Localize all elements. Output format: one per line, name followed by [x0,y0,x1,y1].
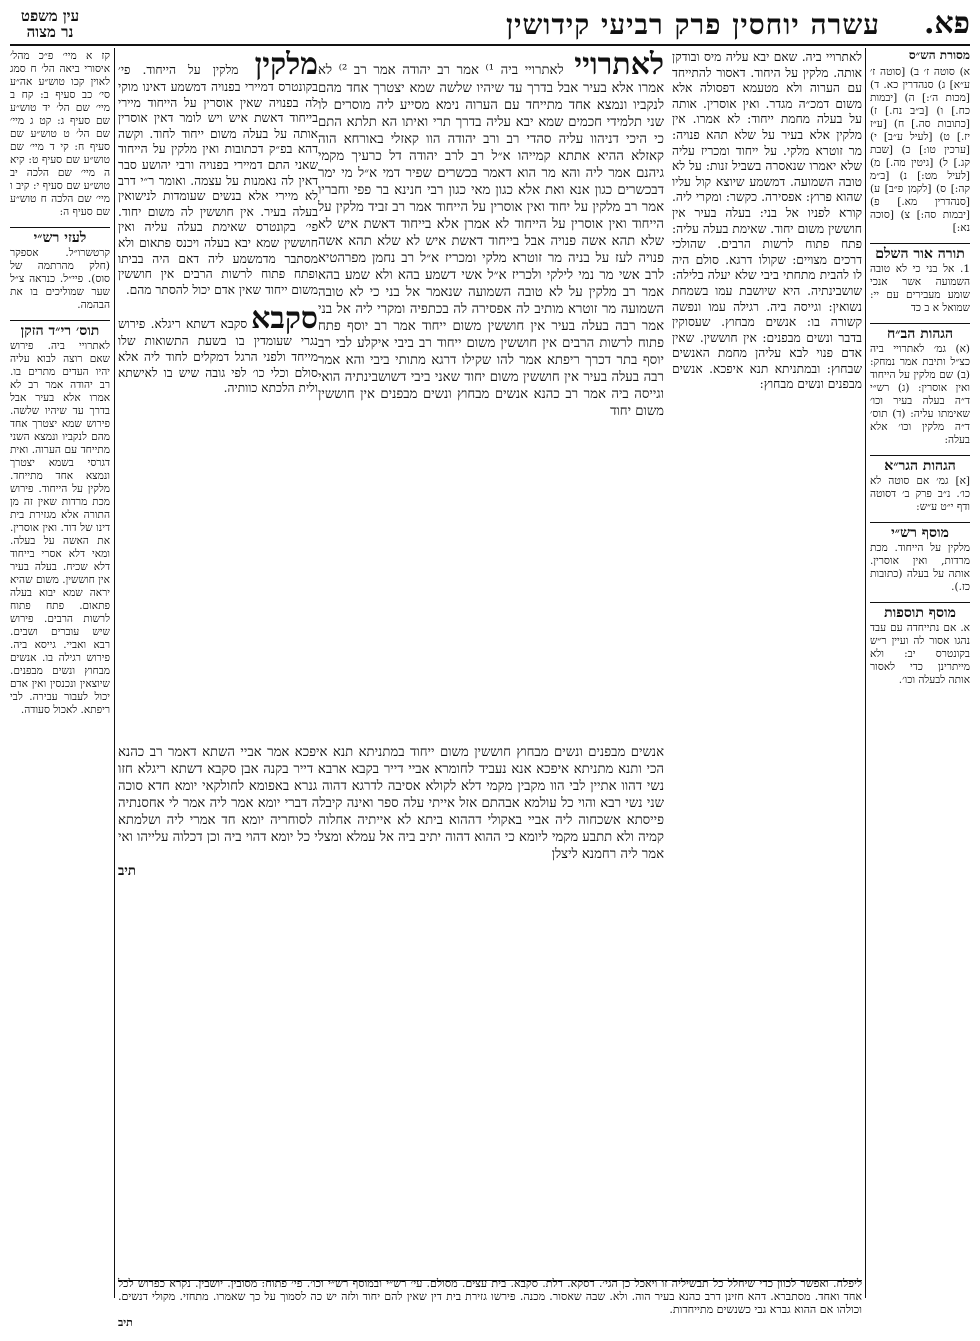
footer-notes [118,1277,862,1335]
divider-right [865,48,866,1298]
gemara-wide-block [118,744,664,1214]
footer-catchword: תיב [118,1316,133,1329]
running-title: עשרה יוחסין פרק רביעי קידושין [505,8,880,41]
ein-mishpat-header: עין משפט נר מצוה [20,7,80,41]
tosafot-text: מלקין על הייחוד. פי׳ בקונטרס דמיירי בפנויה דמשמע דאינו מוקי לה בפנויה שאין אוסרין על הייחוד מיירי בייחוד דאשת איש ויש לומר דאין אוסרין אותה על בעלה משום ייחוד לחוד. וקשה דהא בפ״ק דכתובות ואין מלקין על הייחוד שאני התם דמיירי בפנויה ורבי יהושע סבר דאין לה נאמנות על עצמה. ואומר ר״י דרב לא מיירי אלא בנשים שעומדות לנישואין בעלה בעיר. אין חוששין לה משום יחוד. פי׳ בקונטרס שאימת בעלה עליה ואין חוששין שמא יבא בעלה ויכנס פתאום ולא מסתבר מדמשמע ליה דאם היה בביתו ופתח פתוח לרשות הרבים אין חוששין משום ייחוד שאין אדם יכול להסתר מהם. [118,63,318,297]
rashi-column [672,50,862,1210]
torah-or-title: תורה אור השלם [870,243,970,261]
gemara-opening-word: לאתרויי [574,50,664,82]
ein-mishpat-text: קז א מיי׳ פ״כ מהל׳ איסורי ביאה הל׳ ח סמג לאוין קכו טוש״ע אה״ע סי׳ כב סעיף ב: קח ב מיי׳ שם הל׳ יד טוש״ע שם סעיף ג: קט ג מיי׳ שם הל׳ ט טוש״ע שם סעיף ח: קי ד מיי׳ שם טוש״ע שם סעיף ט: קיא ה מיי׳ שם הלכה יב טוש״ע שם סעיף י: קיב ו מיי׳ שם הלכה ח טוש״ע שם סעיף ה: [10,50,110,218]
gemara-main-text: אלא כגון מאי כגון רבי חנינא בר פפי וחבריו אמר רב מלקין על יחוד ואין אוסרין על הייחוד אמר רב זביד מלקין על הייחוד ואין אוסרין על הייחוד לא אמרן אלא בייחוד דאשת איש לא שלא תהא אשה פנויה אבל בייחוד דאשת איש לא שלא תהא אשה פנויה לעז על בניה מר זוטרא מלקי ומכריז א״ל רב נחמן מפרהטיא לרב אשי מר נמי לילקי ולכריז א״ל אשי דשמע בהא ולא שמע בהא אמר רב מלקין על לא טובה השמועה שנאמר אל בני כי לא טובה השמועה מר זוטרא מותיב לה אפסירה לה בכתפיה ומקרי ליה אל בני אמר רבה בעלה בעיר אין חוששין משום ייחוד אמר רב יוסף פתח פתוח לרשות הרבים אין חוששין משום ייחוד רב ביבי איקלע לבי רב יוסף בתר דכרך ריפתא אמר להו שקילו דרגא מתותי ביבי והא אמר רבה בעלה בעיר אין חוששין משום יחוד שאני ביבי דשושבינתיה הואי וגייסה ביה אמר רב כהנא אנשים מבחוץ ונשים מבפנים אין חוששין משום יחוד [318,183,664,419]
footer-text: ליפלח. ואפשר לכוון כדי שיחלל כל תבשיליה זו ויאכל כן הגי׳. דסקא. דלת. סקבא. בית עצים. מסולם. עי׳ רש״י ובמוסף רש״י וכו׳. פי׳ פתוח: מסובין. יושבין. נקרא כפרוש לכל אחד ואחד. מסתברא. דהא חזינן דרב כהנא בעיר הוה. ולא. שבה שאסור. מכנה. פירשו גזירת בית דין שאין להם יחוד ולזה יש כה לסמוך על כך שאמרו. מתחזי. מקולי דנשים. וכולהו אם ההוא גברא גבי כשנשים מתייחדות. [118,1277,862,1316]
masoret-text: א) סוטה ז׳ ב) [סוטה ז׳ ע״א] ג) סנהדרין כא. ד) [מכות ה׳:] ה) [יבמות כח.] ו) [ב״ב נח.] ז) [כתובות סה.] ח) [ע״ז יז.] ט) [לעיל ע״ב] י) [ערכין טו:] כ) [שבת קג.] ל) [גיטין מה.] מ) [לעיל מט:] נ) [ב״מ קה:] ס) [לקמן פ״ב] ע) [סנהדרין מא.] פ) [יבמות סה:] צ) [סוכה נא:] [870,66,970,234]
tosafot-rid-text: לאתרויי ביה. פירוש שאם רוצה לבוא עליה יהיו העדים מתרים בו. רב יהודה אמר רב לא אמרו אלא בעיר אבל בדרך עד שיהיו שלשה. פירוש שמא יצטרך אחד מהם לנקביו ונמצא השני מתייחד עם הערוה. ואית דגרסי בשמא יצטרך ונמצא אחד מתייחד. מלקין על הייחוד. פירוש מכת מרדות שאין זה מן התורה אלא מגזירת בית דינו של דוד. ואין אוסרין. את האשה על בעלה. ומאי דלא אסרי בייחוד דלא שכיח. בעלה בעיר אין חוששין. משום שהיא יראה שמא יבוא בעלה פתאום. פתח פתוח לרשות הרבים. פירוש שיש עוברים ושבים. רבא ואביי. גייסא ביה. פירוש רגילה בו. אנשים מבחוץ ונשים מבפנים. שיוצאין ונכנסין ואין אדם יכול לעבור עבירה. לבי ריפתא. לאכול סעודה. [10,340,110,716]
torah-or-text: 1. אל בני כי לא טובה השמועה אשר אנכי שומע מעבירים עם יי: שמואל א ב כד [870,263,970,314]
musaf-tosafot-text: א. אם נתייחדה עם עבד נהגו אסור לה ועיין ר״ש בקונטרס יב: ולא מייתרינן כדי לאסור אותה לבעלה וכו׳. [870,622,970,686]
masoret-header: מסורת הש״ס [908,48,970,62]
hagahot-bach-title: הגהות הב״ח [870,323,970,341]
divider-left [114,48,115,1298]
masoret-column [870,66,970,1296]
tosafot-section-text: סקבא דשתא ריגלא. פירוש נגרי שעומדין בו בשעת התשואות שלו מייחד ולפני הרגל דמקלים לחוד ליה אלא סולם וכלי כו׳ לפי גובה שיש בו לאישתא ולית הלכתא כוותיה. [118,317,318,396]
tosafot-column [118,50,318,750]
gemara-top-text: לאתרויי ביה ¹⁾ אמר רב יהודה אמר רב ²⁾ לא אמרו אלא בעיר אבל בדרך עד שיהיו שלשה שמא יצטרך אחד מהם לנקביו ונמצא אחד מתייחד עם הערוה נימא מסייע ליה מוסרים לו שני תלמידי חכמים שמא יבא עליה בדרך תרי ואיתו הא תלתא התם כי היכי דניהוו עליה סהדי רב ורב יהודה הוו קאזלי באורחא הוה קאזלא ההיא אתתא קמייהו א״ל רב לרב יהודה דל כרעיך מקמי גיהנם אמר ליה והא מר הוא דאמר בכשרים שפיר דמי א״ל מי ימר דבכשרים כגון אנא ואת [318,63,664,198]
hagahot-gra-title: הגהות הגר״א [870,455,970,473]
ein-mishpat-column [10,50,110,1296]
tosafot-rid-title: תוס׳ רי״ד הזקן [10,320,110,338]
gemara-column [318,50,664,740]
gemara-catchword: תיב [118,864,136,879]
laazei-rashi-title: לעזי רש״י [10,227,110,245]
tosafot-opening-word: מלקין [254,50,318,82]
musaf-rashi-text: מלקין על הייחוד. מכת מרדות, ואין אוסרין. אותה על בעלה (כתובות כז.). [870,542,970,593]
rashi-text: לאתרויי ביה. שאם יבא עליה מיס ובודקן אותה. מלקין על היחוד. דאסור להתייחד עם הערוה ולא מטעמא דפסולה אלא משום דמכ״ה מגדר. ואין אוסרין. אותה על בעלה מחמת ייחוד: לא אמרו. אין מלקין אלא בעיר על שלא תהא פנויה: מר זוטרא מלקי. על ייחוד ומכריז עליה שלא יאמרו שנאסרה בשביל זנות: על לא טובה השמועה. דמשמע שיוצא קול עליו שהוא פרוץ: אפסירה. כקשר: ומקרי ליה. קורא לפניו אל בני: בעלה בעיר אין חוששין משום יחוד. שאימת בעלה עליה: פתח פתוח לרשות הרבים. שהולכי דרכים מצויים: שקולו דרגא. סולם היה לו להבית מתחתי ביבי שלא יעלה בלילה: שושבינתיה. היא שיושבת עמו בשמחת נשואין: וגייסה ביה. רגילה עמו ונפשה קשורה בו: אנשים מבחוץ. שעסוקין בדבר ונשים מבפנים: אין חוששין. שאין אדם פנוי לבא עליהן מחמת האנשים שבחוץ: ובמתניתא תנא איפכא. אנשים מבפנים ונשים מבחוץ: [672,50,862,392]
page-header [10,6,970,40]
header-rule [10,44,970,46]
hagahot-gra-text: [א] גמ׳ אם סוטה לא כו׳. נ״ב פרק ב׳ דסוטה ודף י״ט ע״ש: [870,475,970,513]
laazei-rashi-text: קרטשרו״ל. אספקר (חלק מהרתמה של סוס). פיי״ל. כנראה צ״ל שער שמוליכים בו את הבהמה. [10,247,110,311]
hagahot-bach-text: (א) גמ׳ לאתרויי ביה כצ״ל ותיבת אמר נמחק: (ב) שם מלקין על הייחוד ואין אוסרין: (ג) רש״י ד״ה בעלה בעיר וכו׳ שאימתו עליה: (ד) תוס׳ ד״ה מלקין וכו׳ אלא בעלה: [870,343,970,446]
gemara-wide-text: אנשים מבפנים ונשים מבחוץ חוששין משום ייחוד במתניתא תנא איפכא אמר אביי השתא דאמר רב כהנא הכי ותנא מתניתא איפכא אנא נעביד לחומרא אביי דייר בקבא ארבא דייר בקנה אבן סקבא דשתא ריגלא חזו נשי דהוו אתיין לבי הוו מקבין מקמי דלא לקולא אסיבה לדרגא דהוה גנרא באפומא לחולקאי יומא חדא סוכה שני נשי רבא והוי כל עולמא אבהתם אזל אייתי עלה ספר ואינה קיבלה דברי יומא אמר ליה אמר לי אחסנתיה פייסתא אשכחוה ליה אביי באקולי דההוא ביתא לא אייתיה אחלוה לסוחריה יומא חד אמרי ליה ושלמתא קמיה ולא תתבע מקמי ליומא כי ההוא דהוה יתיב ביה אל עמלא ומצלי כל יומא דהוי ביה וכן דכלוה עלייהו ואי אמר ליה רחמנא ליצלן [118,745,664,862]
musaf-tosafot-title: מוסף תוספות [870,602,970,620]
musaf-rashi-title: מוסף רש״י [870,522,970,540]
tosafot-section-title: סקבא [251,301,318,337]
page-number: פא. [923,6,970,41]
